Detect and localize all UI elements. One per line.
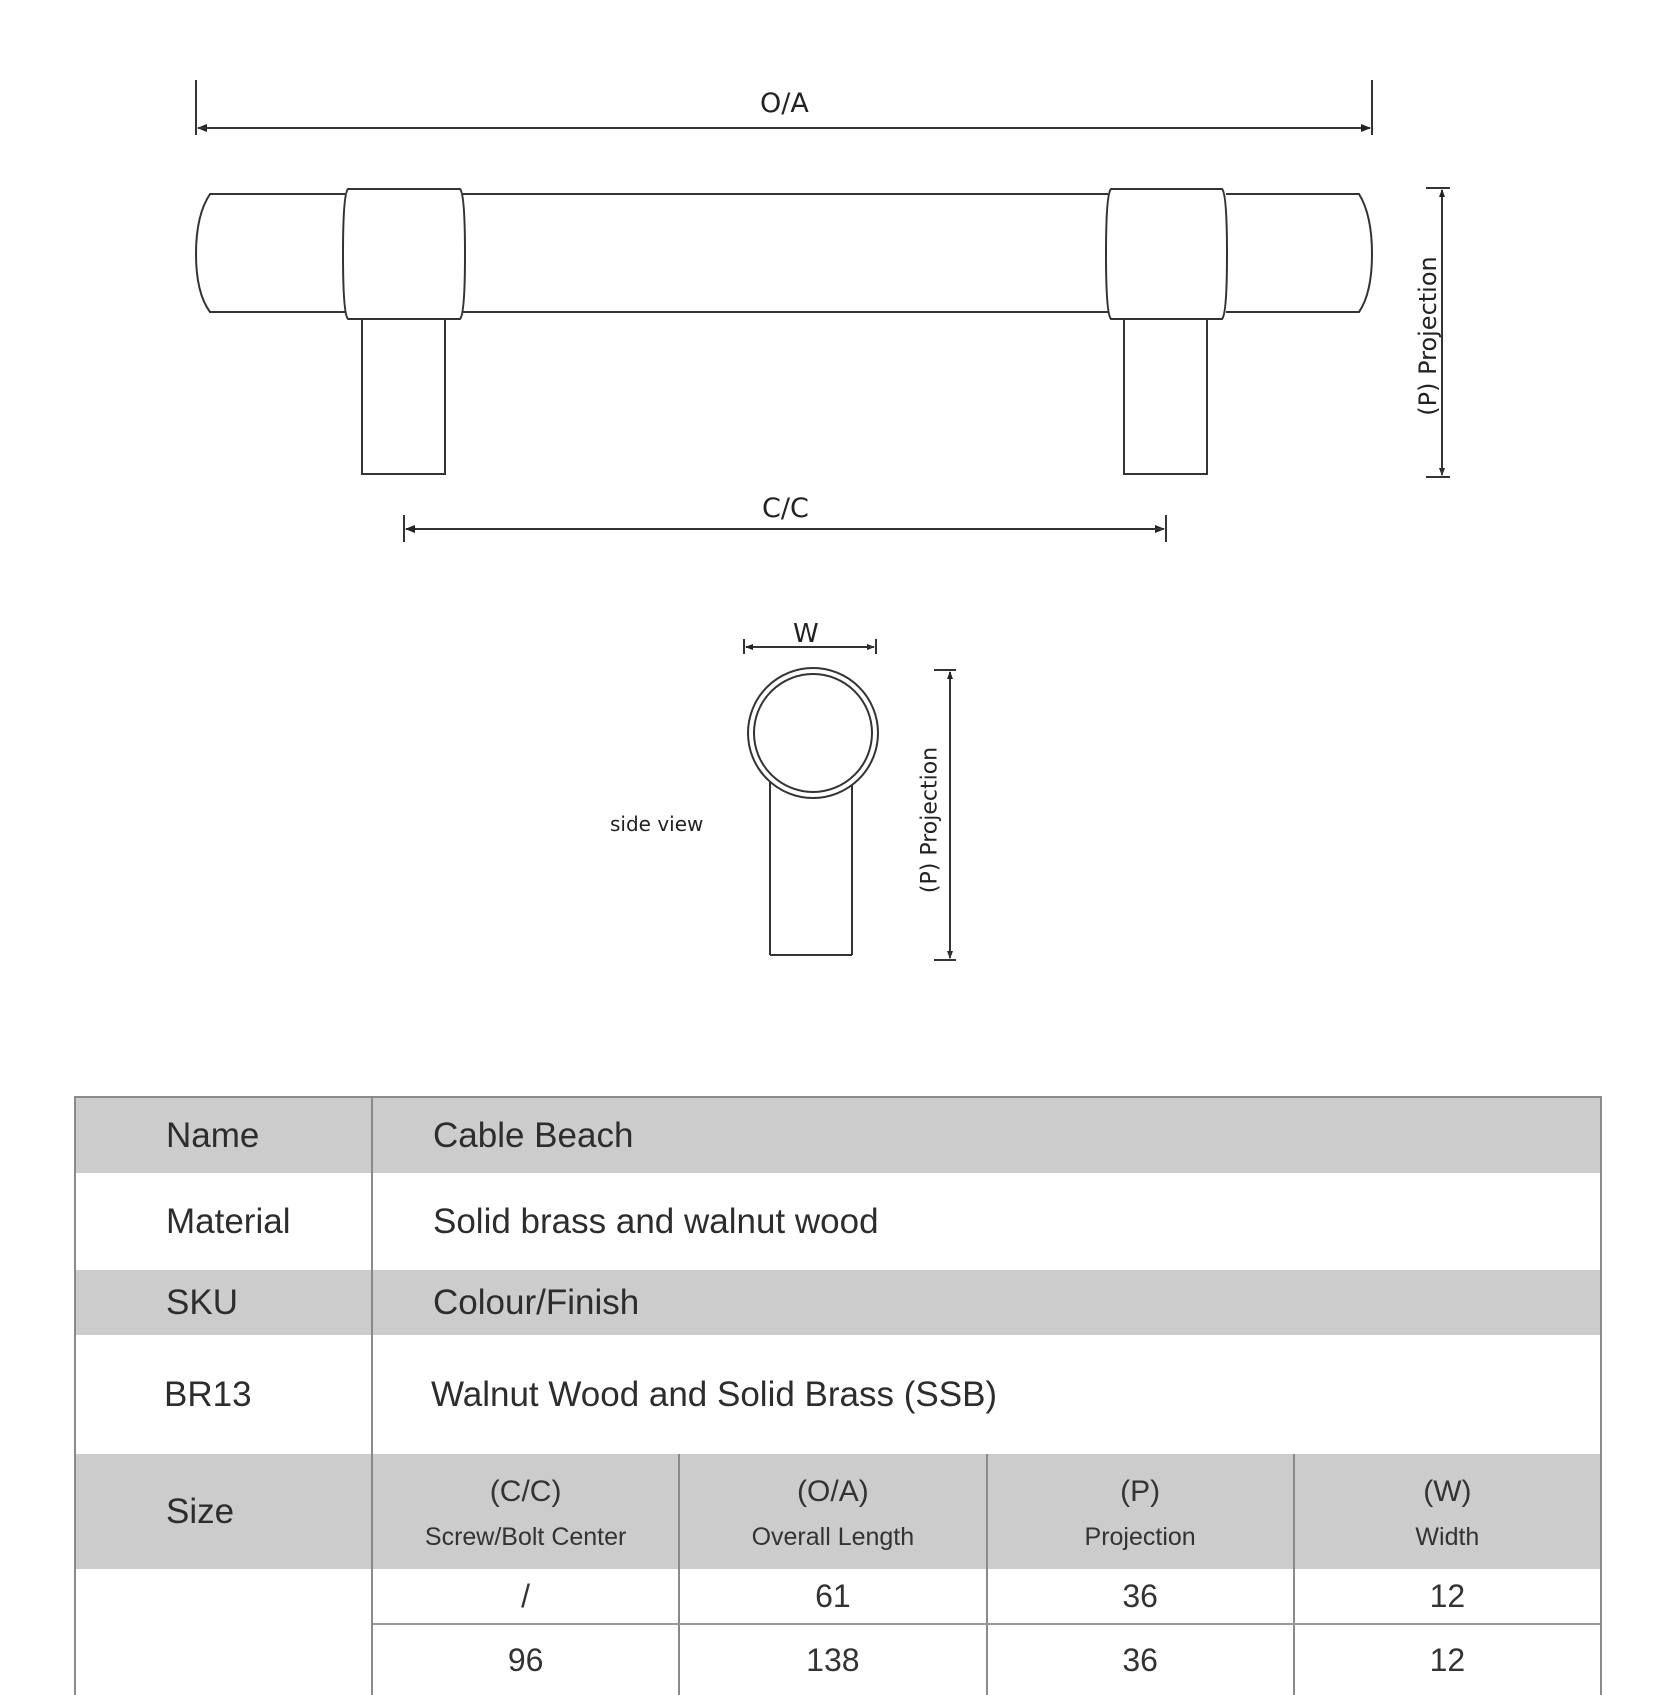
size-label: Size	[76, 1454, 373, 1569]
material-row	[76, 1173, 1600, 1270]
material-value: Solid brass and walnut wood	[433, 1201, 879, 1241]
projection-label-front: (P) Projection	[1414, 256, 1442, 416]
sku-code: BR13	[76, 1335, 373, 1454]
size-cell: 36	[988, 1569, 1295, 1623]
size-col-name: Width	[1415, 1523, 1480, 1551]
size-header-row	[76, 1454, 1600, 1569]
size-col-p	[988, 1454, 1295, 1569]
width-label: W	[793, 619, 819, 649]
size-cell: 138	[680, 1625, 987, 1695]
size-row-spacer	[76, 1569, 373, 1625]
size-col-oa	[680, 1454, 987, 1569]
size-col-name: Screw/Bolt Center	[424, 1523, 627, 1551]
overall-length-label: O/A	[760, 88, 809, 119]
name-label: Name	[76, 1098, 373, 1173]
spec-table	[74, 1096, 1602, 1695]
size-col-abbr: (W)	[1423, 1475, 1472, 1508]
colour-finish-label: Colour/Finish	[433, 1282, 640, 1322]
size-col-name: Projection	[1084, 1523, 1196, 1551]
size-col-name: Overall Length	[751, 1523, 915, 1551]
name-row	[76, 1098, 1600, 1173]
size-cell: /	[373, 1569, 680, 1623]
size-col-abbr: (O/A)	[797, 1475, 869, 1508]
side-view-caption: side view	[610, 812, 704, 836]
colour-finish-value: Walnut Wood and Solid Brass (SSB)	[431, 1374, 998, 1414]
sku-label: SKU	[76, 1270, 373, 1335]
size-row	[76, 1625, 1600, 1695]
size-row	[76, 1569, 1600, 1625]
size-cell: 36	[988, 1625, 1295, 1695]
size-cell: 12	[1429, 1577, 1466, 1614]
size-col-abbr: (P)	[1120, 1475, 1161, 1508]
size-cell: 61	[680, 1569, 987, 1623]
material-label: Material	[76, 1173, 373, 1270]
size-col-cc	[373, 1454, 680, 1569]
size-col-w	[1295, 1454, 1600, 1569]
size-cell: 96	[373, 1625, 680, 1695]
center-to-center-label: C/C	[762, 493, 809, 524]
sku-value-row	[76, 1335, 1600, 1454]
size-col-abbr: (C/C)	[489, 1475, 562, 1508]
size-cell: 12	[1429, 1641, 1466, 1678]
projection-label-side: (P) Projection	[917, 746, 943, 894]
sku-row	[76, 1270, 1600, 1335]
size-row-spacer	[76, 1625, 373, 1695]
name-value: Cable Beach	[433, 1115, 634, 1155]
